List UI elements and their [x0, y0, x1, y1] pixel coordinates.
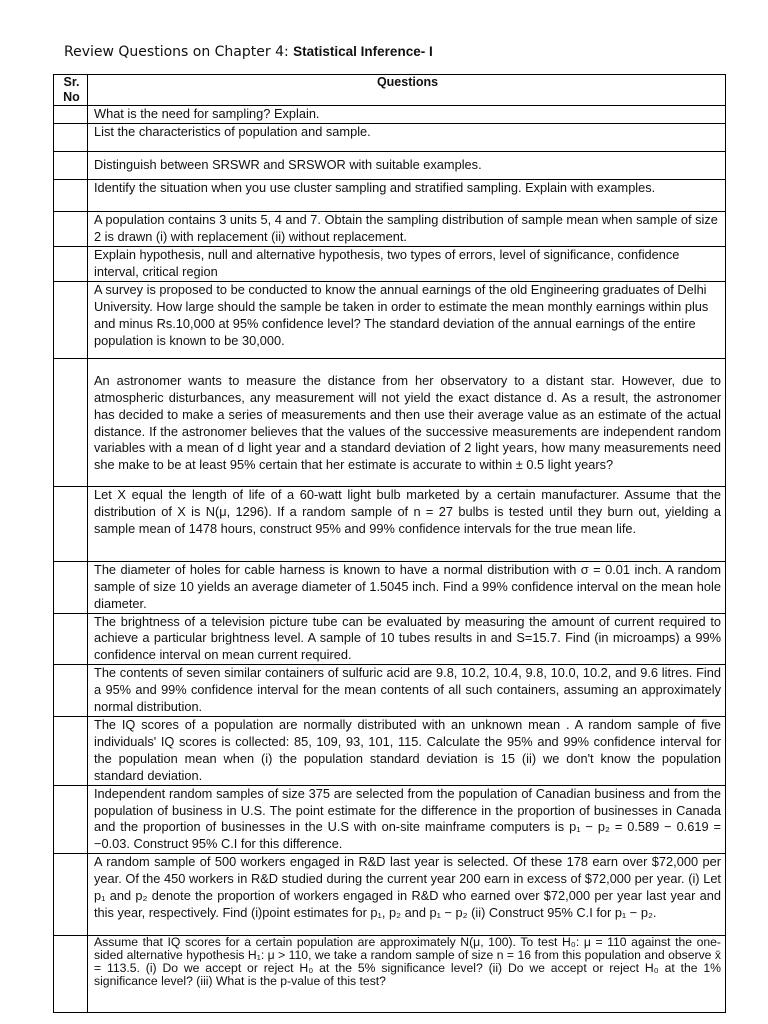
title-prefix: Review Questions on Chapter 4: — [64, 44, 294, 60]
question-cell: The IQ scores of a population are normally distributed with an unknown mean . A random sample of five individuals' IQ scores is collected: 85, 109, 93, 101, 115. Calculate the 95% and 99% confidence interval for the population mean when (i) the population standard deviation is 15 (ii) we don't know the population standard deviation. — [88, 716, 726, 785]
table-row — [54, 212, 726, 247]
sr-no-cell — [54, 106, 88, 124]
title-bold: Statistical Inference- I — [293, 44, 433, 59]
question-cell: Identify the situation when you use cluster sampling and stratified sampling. Explain with examples. — [88, 180, 726, 212]
sr-no-cell — [54, 665, 88, 717]
table-row — [54, 247, 726, 282]
table-row — [54, 180, 726, 212]
table-row — [54, 665, 726, 717]
sr-no-cell — [54, 124, 88, 152]
table-row — [54, 716, 726, 785]
table-row — [54, 486, 726, 561]
sr-no-cell — [54, 281, 88, 358]
question-cell: Assume that IQ scores for a certain population are approximately N(μ, 100). To test H₀: μ = 110 against the one-sided alternative hypothesis H₁: μ > 110, we take a random sample of size n = 16 from this population and observe x̄ = 113.5. (i) Do we accept or reject H₀ at the 5% significance level? (ii) Do we accept or reject H₀ at the 1% significance level? (iii) What is the p-value of this test? — [88, 936, 726, 1013]
table-row — [54, 152, 726, 180]
question-cell: The contents of seven similar containers of sulfuric acid are 9.8, 10.2, 10.4, 9.8, 10.0, 10.2, and 9.6 litres. Find a 95% and 99% confidence interval for the mean contents of all such containers, assuming an approximately normal distribution. — [88, 665, 726, 717]
table-row — [54, 936, 726, 1013]
question-cell: Independent random samples of size 375 are selected from the population of Canadian business and from the population of business in U.S. The point estimate for the difference in the proportion of businesses in Canada and the proportion of businesses in the U.S with on-site mainframe computers is p₁ − p₂ = 0.589 − 0.619 = −0.03. Construct 95% C.I for this difference. — [88, 785, 726, 854]
question-cell: The diameter of holes for cable harness is known to have a normal distribution with σ = 0.01 inch. A random sample of size 10 yields an average diameter of 1.5045 inch. Find a 99% confidence interval on the mean hole diameter. — [88, 561, 726, 613]
document-title — [64, 44, 433, 60]
sr-no-cell — [54, 212, 88, 247]
sr-no-cell — [54, 936, 88, 1013]
table-row — [54, 613, 726, 665]
table-row — [54, 106, 726, 124]
sr-no-cell — [54, 247, 88, 282]
sr-no-cell — [54, 854, 88, 936]
sr-no-cell — [54, 152, 88, 180]
question-cell: An astronomer wants to measure the distance from her observatory to a distant star. However, due to atmospheric disturbances, any measurement will not yield the exact distance d. As a result, the astronomer has decided to make a series of measurements and then use their average value as an estimate of the actual distance. If the astronomer believes that the values of the successive measurements are independent random variables with a mean of d light year and a standard deviation of 2 light years, how many measurements need she make to be at least 95% certain that her estimate is accurate to within ± 0.5 light years? — [88, 358, 726, 486]
question-cell: A population contains 3 units 5, 4 and 7. Obtain the sampling distribution of sample mean when sample of size 2 is drawn (i) with replacement (ii) without replacement. — [88, 212, 726, 247]
question-cell: Let X equal the length of life of a 60-watt light bulb marketed by a certain manufacturer. Assume that the distribution of X is N(μ, 1296). If a random sample of n = 27 bulbs is tested until they burn out, yielding a sample mean of 1478 hours, construct 95% and 99% confidence intervals for the true mean life. — [88, 486, 726, 561]
table-row — [54, 358, 726, 486]
questions-header: Questions — [88, 75, 726, 106]
question-cell: Explain hypothesis, null and alternative hypothesis, two types of errors, level of significance, confidence interval, critical region — [88, 247, 726, 282]
table-row — [54, 124, 726, 152]
table-header-row — [54, 75, 726, 106]
sr-no-cell — [54, 716, 88, 785]
sr-no-cell — [54, 561, 88, 613]
sr-no-cell — [54, 613, 88, 665]
questions-table — [53, 74, 726, 1013]
question-cell: A survey is proposed to be conducted to know the annual earnings of the old Engineering graduates of Delhi University. How large should the sample be taken in order to estimate the mean monthly earnings within plus and minus Rs.10,000 at 95% confidence level? The standard deviation of the annual earnings of the entire population is known to be 30,000. — [88, 281, 726, 358]
sr-no-cell — [54, 785, 88, 854]
question-cell: The brightness of a television picture tube can be evaluated by measuring the amount of current required to achieve a particular brightness level. A sample of 10 tubes results in and S=15.7. Find (in microamps) a 99% confidence interval on mean current required. — [88, 613, 726, 665]
table-row — [54, 281, 726, 358]
table-row — [54, 785, 726, 854]
table-row — [54, 854, 726, 936]
question-cell: Distinguish between SRSWR and SRSWOR with suitable examples. — [88, 152, 726, 180]
question-cell: A random sample of 500 workers engaged in R&D last year is selected. Of these 178 earn over $72,000 per year. Of the 450 workers in R&D studied during the current year 200 earn in excess of $72,000 per year. (i) Let p₁ and p₂ denote the proportion of workers engaged in R&D who earned over $72,000 per year last year and this year, respectively. Find (i)point estimates for p₁, p₂ and p₁ − p₂ (ii) Construct 95% C.I for p₁ − p₂. — [88, 854, 726, 936]
table-row — [54, 561, 726, 613]
sr-no-cell — [54, 358, 88, 486]
question-cell: List the characteristics of population and sample. — [88, 124, 726, 152]
sr-no-cell — [54, 180, 88, 212]
question-cell: What is the need for sampling? Explain. — [88, 106, 726, 124]
sr-no-header: Sr. No — [54, 75, 88, 106]
sr-no-cell — [54, 486, 88, 561]
